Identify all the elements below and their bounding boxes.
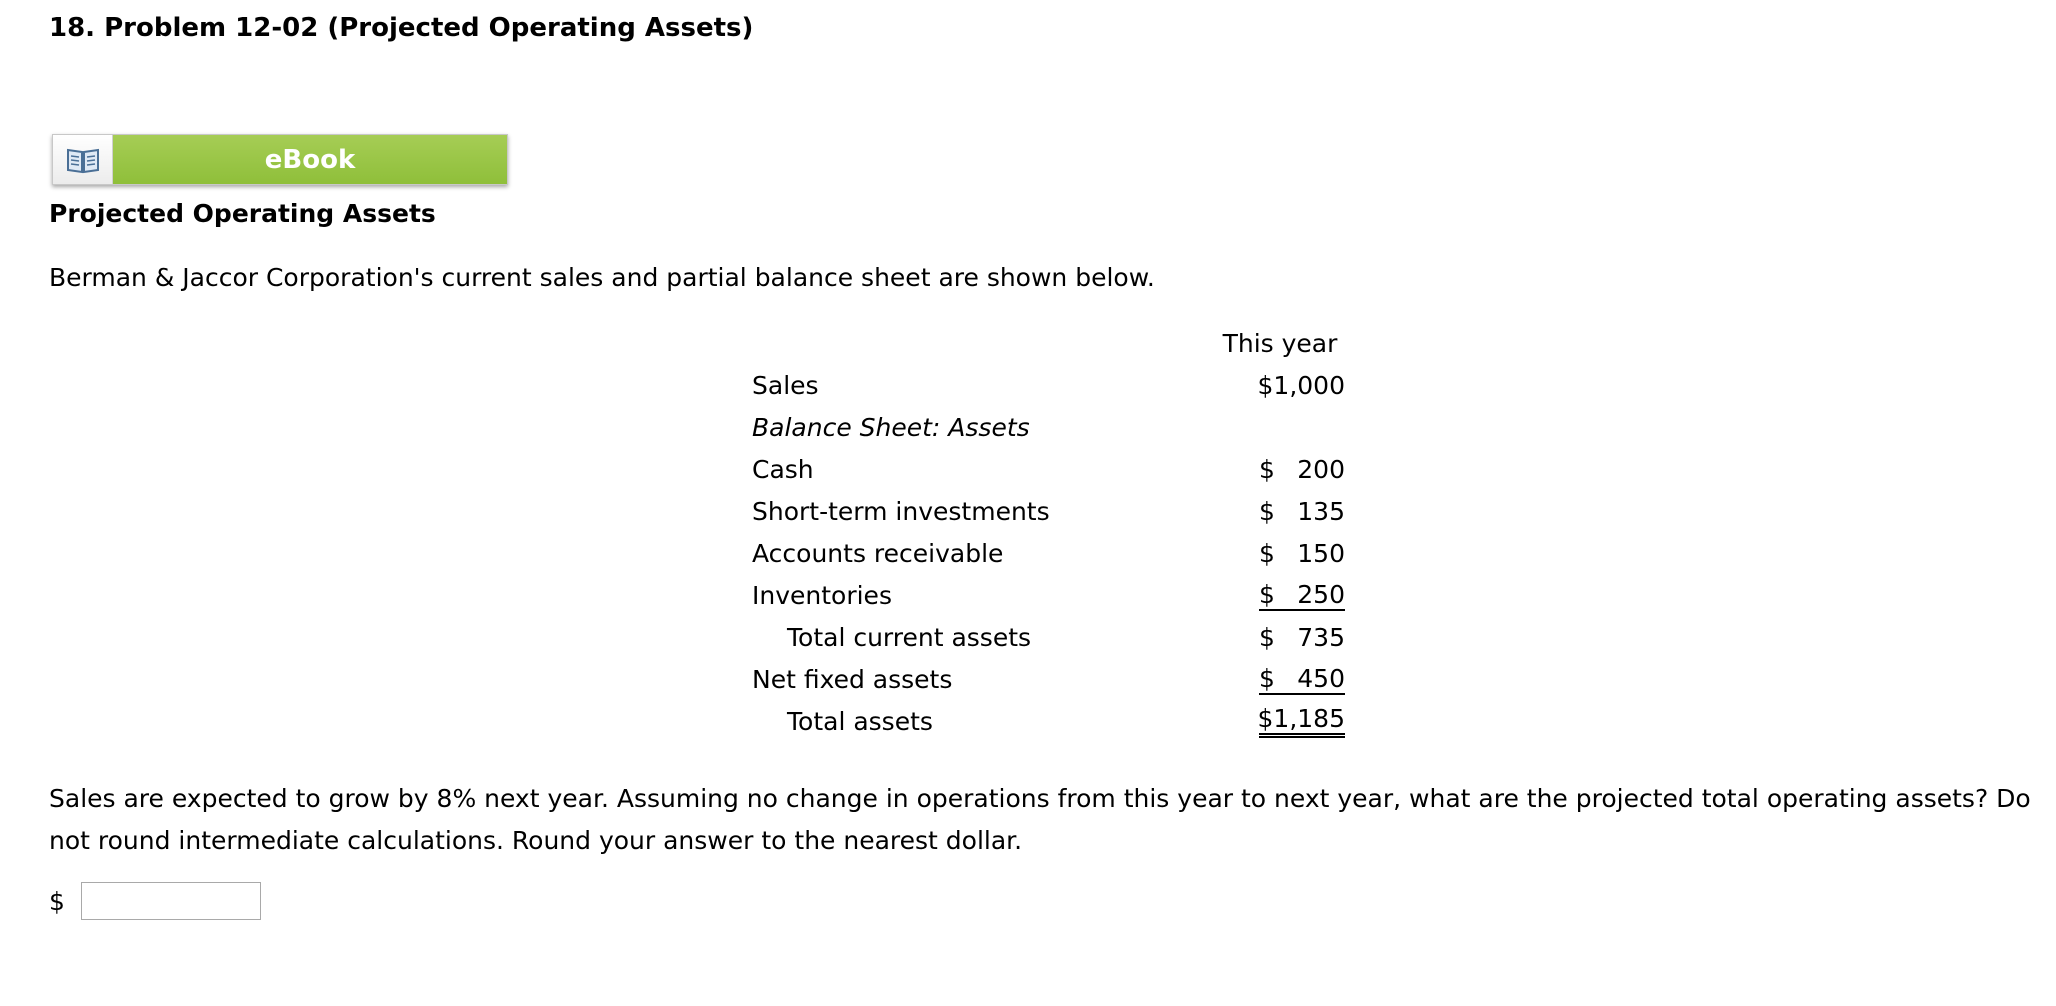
row-value-cell xyxy=(1215,616,1351,658)
column-header-this-year: This year xyxy=(1222,328,1338,358)
table-row xyxy=(752,658,1351,700)
amount: 150 xyxy=(1297,538,1345,568)
balance-sheet-table xyxy=(752,322,1351,742)
book-icon xyxy=(66,146,100,174)
row-label-total-assets: Total assets xyxy=(787,706,933,736)
balance-heading-row xyxy=(752,406,1351,448)
intro-text: Berman & Jaccor Corporation's current sales and partial balance sheet are shown below. xyxy=(49,263,1155,292)
amount: 200 xyxy=(1297,454,1345,484)
answer-row xyxy=(49,882,261,920)
currency-symbol: $ xyxy=(1259,663,1275,693)
question-text: Sales are expected to grow by 8% next year. Assuming no change in operations from this year to next year, what are the projected total operating assets? Do not round intermediate calculations. Round your answer to the nearest dollar. xyxy=(49,784,2031,855)
amount: 250 xyxy=(1297,579,1345,609)
ebook-icon-container xyxy=(53,135,113,184)
answer-currency-symbol: $ xyxy=(49,886,65,916)
ebook-label[interactable]: eBook xyxy=(264,144,356,175)
table-row xyxy=(752,700,1351,742)
table-row xyxy=(752,532,1351,574)
currency-symbol: $ xyxy=(1259,579,1275,609)
section-heading: Projected Operating Assets xyxy=(49,199,436,228)
row-value-cell xyxy=(1215,658,1351,700)
balance-heading-spacer xyxy=(1215,406,1351,448)
currency-symbol: $ xyxy=(1259,622,1275,652)
amount: 450 xyxy=(1297,663,1345,693)
ebook-label-container[interactable] xyxy=(113,135,507,184)
row-value-cell xyxy=(1215,448,1351,490)
row-label-short-term-investments: Short-term investments xyxy=(752,496,1050,526)
row-label-cash: Cash xyxy=(752,454,814,484)
row-value-total-current-assets xyxy=(1259,623,1345,652)
ebook-button[interactable] xyxy=(52,134,508,185)
row-value-accounts-receivable xyxy=(1259,539,1345,568)
sales-label: Sales xyxy=(752,370,819,400)
table-row xyxy=(752,574,1351,616)
row-label-accounts-receivable: Accounts receivable xyxy=(752,538,1004,568)
sales-value-cell xyxy=(1215,364,1351,406)
table-header-row xyxy=(752,322,1351,364)
row-value-cell xyxy=(1215,532,1351,574)
balance-sheet-heading: Balance Sheet: Assets xyxy=(752,412,1030,442)
table-row xyxy=(752,448,1351,490)
sales-value: $1,000 xyxy=(1257,370,1345,400)
row-label-net-fixed-assets: Net fixed assets xyxy=(752,664,953,694)
amount: 135 xyxy=(1297,496,1345,526)
row-value-cell xyxy=(1215,700,1351,742)
row-value-short-term-investments xyxy=(1259,497,1345,526)
row-value-cell xyxy=(1215,574,1351,616)
table-row xyxy=(752,616,1351,658)
row-value-cell xyxy=(1215,490,1351,532)
table-header-spacer xyxy=(752,322,1215,364)
row-value-cash xyxy=(1259,455,1345,484)
currency-symbol: $ xyxy=(1259,496,1275,526)
row-value-total-assets: $1,185 xyxy=(1259,704,1345,738)
row-label-inventories: Inventories xyxy=(752,580,892,610)
problem-title: 18. Problem 12-02 (Projected Operating Assets) xyxy=(49,13,754,43)
sales-row xyxy=(752,364,1351,406)
table-row xyxy=(752,490,1351,532)
answer-input[interactable] xyxy=(81,882,261,920)
row-value-net-fixed-assets xyxy=(1259,664,1345,695)
row-label-total-current-assets: Total current assets xyxy=(787,622,1032,652)
currency-symbol: $ xyxy=(1259,454,1275,484)
row-value-inventories xyxy=(1259,580,1345,611)
currency-symbol: $ xyxy=(1259,538,1275,568)
amount: 735 xyxy=(1297,622,1345,652)
